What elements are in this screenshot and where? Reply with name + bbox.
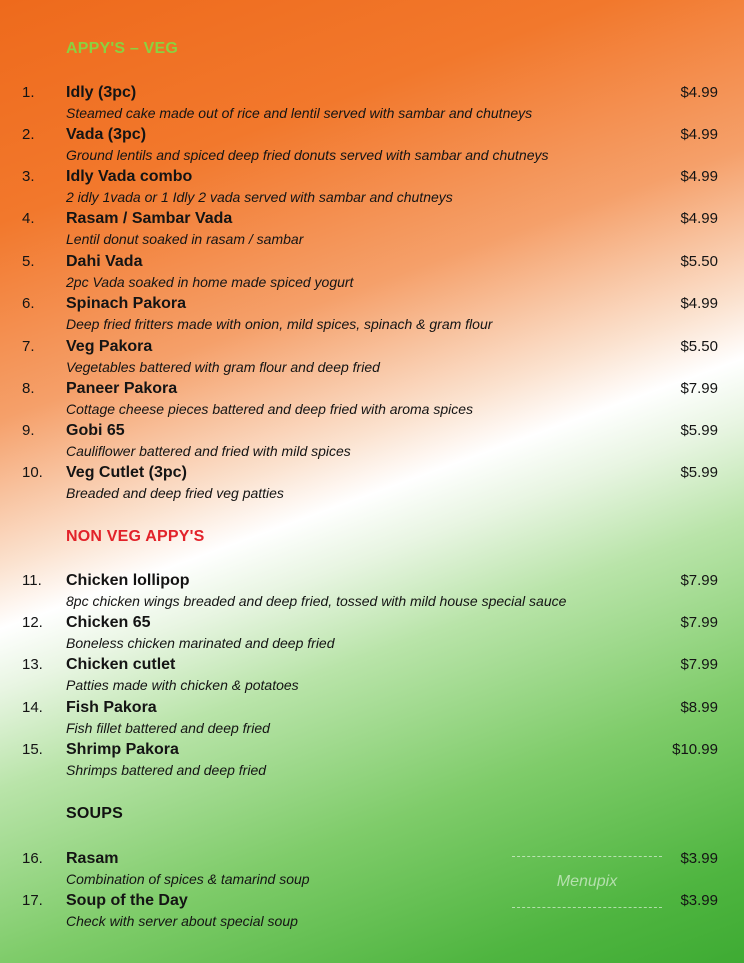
item-name: Shrimp Pakora: [66, 741, 179, 758]
menu-item: [0, 295, 744, 335]
menu-item: [0, 210, 744, 250]
item-number: 8.: [22, 380, 35, 397]
item-number: 15.: [22, 741, 43, 758]
section-heading-veg: APPY'S – VEG: [66, 40, 179, 57]
item-price: $7.99: [680, 614, 718, 631]
menu-item: [0, 572, 744, 612]
item-number: 17.: [22, 892, 43, 909]
item-price: $7.99: [680, 380, 718, 397]
item-number: 2.: [22, 126, 35, 143]
item-description: 8pc chicken wings breaded and deep fried, tossed with mild house special sauce: [66, 593, 567, 609]
item-price: $4.99: [680, 84, 718, 101]
item-description: Cottage cheese pieces battered and deep fried with aroma spices: [66, 401, 474, 417]
item-name: Rasam / Sambar Vada: [66, 210, 233, 227]
item-description: Breaded and deep fried veg patties: [66, 485, 284, 501]
item-description: Steamed cake made out of rice and lentil served with sambar and chutneys: [66, 105, 533, 121]
item-description: Ground lentils and spiced deep fried donuts served with sambar and chutneys: [66, 147, 549, 163]
item-name: Chicken lollipop: [66, 572, 190, 589]
item-description: Boneless chicken marinated and deep fried: [66, 635, 335, 651]
menu-item: [0, 338, 744, 378]
item-number: 10.: [22, 464, 43, 481]
item-number: 9.: [22, 422, 35, 439]
item-number: 7.: [22, 338, 35, 355]
menu-item: [0, 168, 744, 208]
item-name: Chicken 65: [66, 614, 151, 631]
watermark: Menupix: [512, 856, 662, 908]
item-name: Paneer Pakora: [66, 380, 178, 397]
item-number: 12.: [22, 614, 43, 631]
item-number: 1.: [22, 84, 35, 101]
item-name: Idly (3pc): [66, 84, 137, 101]
item-price: $5.99: [680, 422, 718, 439]
item-name: Dahi Vada: [66, 253, 143, 270]
item-name: Spinach Pakora: [66, 295, 187, 312]
item-number: 6.: [22, 295, 35, 312]
item-number: 13.: [22, 656, 43, 673]
item-description: Combination of spices & tamarind soup: [66, 871, 310, 887]
menu-item: [0, 253, 744, 293]
menu-item: [0, 656, 744, 696]
item-name: Chicken cutlet: [66, 656, 176, 673]
item-description: 2 idly 1vada or 1 Idly 2 vada served with sambar and chutneys: [66, 189, 453, 205]
menu-item: [0, 741, 744, 781]
item-price: $4.99: [680, 210, 718, 227]
item-price: $3.99: [680, 850, 718, 867]
item-price: $7.99: [680, 656, 718, 673]
item-name: Vada (3pc): [66, 126, 147, 143]
item-number: 3.: [22, 168, 35, 185]
section-heading-nonveg: NON VEG APPY'S: [66, 528, 205, 545]
menu-item: [0, 699, 744, 739]
item-price: $5.50: [680, 253, 718, 270]
item-description: Deep fried fritters made with onion, mild spices, spinach & gram flour: [66, 316, 493, 332]
item-description: Lentil donut soaked in rasam / sambar: [66, 231, 304, 247]
menu-item: [0, 614, 744, 654]
item-price: $4.99: [680, 126, 718, 143]
section-heading-soups: SOUPS: [66, 805, 124, 822]
item-price: $4.99: [680, 295, 718, 312]
item-description: Cauliflower battered and fried with mild spices: [66, 443, 351, 459]
menu-item: [0, 126, 744, 166]
item-name: Fish Pakora: [66, 699, 157, 716]
item-description: Check with server about special soup: [66, 913, 298, 929]
item-name: Veg Pakora: [66, 338, 153, 355]
item-description: Patties made with chicken & potatoes: [66, 677, 299, 693]
item-number: 16.: [22, 850, 43, 867]
menu-item: [0, 380, 744, 420]
item-description: 2pc Vada soaked in home made spiced yogurt: [66, 274, 354, 290]
item-name: Idly Vada combo: [66, 168, 193, 185]
item-price: $7.99: [680, 572, 718, 589]
menu-item: [0, 464, 744, 504]
item-price: $3.99: [680, 892, 718, 909]
item-price: $5.99: [680, 464, 718, 481]
item-name: Veg Cutlet (3pc): [66, 464, 187, 481]
item-name: Gobi 65: [66, 422, 125, 439]
item-description: Fish fillet battered and deep fried: [66, 720, 270, 736]
item-price: $8.99: [680, 699, 718, 716]
menu-item: [0, 84, 744, 124]
item-price: $4.99: [680, 168, 718, 185]
item-name: Rasam: [66, 850, 119, 867]
item-number: 4.: [22, 210, 35, 227]
item-price: $5.50: [680, 338, 718, 355]
item-description: Shrimps battered and deep fried: [66, 762, 267, 778]
item-number: 5.: [22, 253, 35, 270]
item-description: Vegetables battered with gram flour and deep fried: [66, 359, 380, 375]
item-price: $10.99: [672, 741, 718, 758]
item-number: 11.: [22, 572, 42, 589]
menu-item: [0, 422, 744, 462]
item-name: Soup of the Day: [66, 892, 188, 909]
item-number: 14.: [22, 699, 43, 716]
